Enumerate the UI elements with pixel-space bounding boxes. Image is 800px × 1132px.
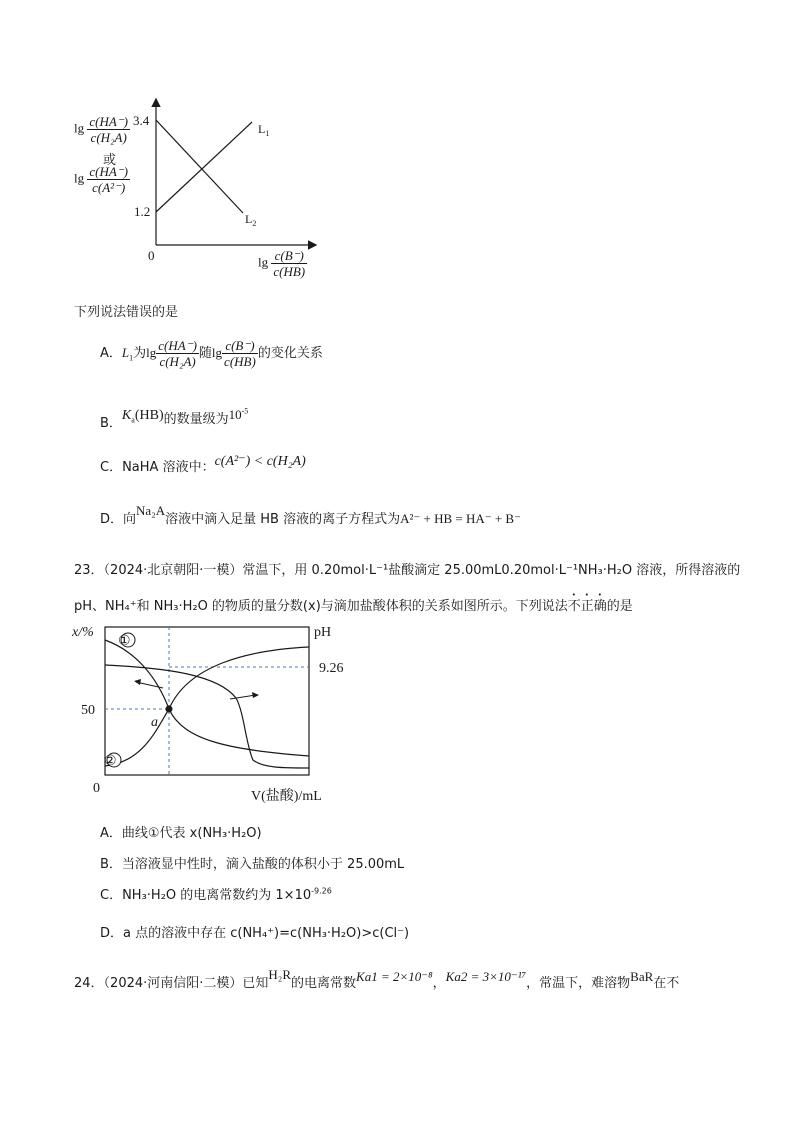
formula: BaR [630,969,654,984]
question-text: 的是 [606,599,633,614]
curve-1-label: ① [118,634,131,649]
origin-label: 0 [93,781,100,796]
text: 已知 [242,976,269,991]
q22-option-d [100,503,521,527]
y-axis-label: x/% [72,625,94,640]
subscript: a [131,415,135,425]
fig1-y-label-1 [74,114,130,145]
numerator: c(B⁻) [271,248,307,264]
numerator: c(HA⁻) [158,338,197,353]
symbol-l: L [121,345,130,360]
formula: c(A²⁻) < c(H₂A) [214,454,306,469]
q23-option-c [100,884,332,903]
numerator: c(HA⁻) [89,164,128,179]
lg-text: lg [146,345,157,360]
line-l1-label: $L_1$ [258,122,270,138]
figure-2-chart [68,620,368,810]
q23-line-2 [74,591,633,614]
emphasized-text: 不正确 [567,599,607,614]
fraction-2 [222,338,258,369]
text: NaHA 溶液中： [122,460,215,475]
option-letter: A． [100,346,122,361]
q22-option-c [100,456,306,476]
question-number: 24． [74,976,104,991]
y-tick-bottom: 1.2 [134,204,151,219]
ka1-formula: Ka1 = 2×10⁻⁸ [356,969,433,984]
q24-line-1 [74,967,680,991]
fraction [87,114,130,145]
curve-2 [105,647,309,766]
fraction [87,164,130,195]
numerator: c(HA⁻) [89,114,128,129]
arrow-right-head [252,692,259,698]
origin-label: 0 [148,248,155,263]
denominator: c(HB) [224,354,256,369]
option-letter: C． [100,460,123,475]
exponent: -9.26 [311,886,332,896]
ph-tick-label: 9.26 [319,661,344,676]
question-text: pH、NH₄⁺和 NH₃·H₂O 的物质的量分数(x)与滴加盐酸体积的关系如图所示。下列说法 [74,599,568,614]
formula: H₂R [268,967,292,982]
ph-curve [105,665,309,768]
arrow-left-head [134,679,141,685]
q23-option-a: A．曲线①代表 x(NH₃·H₂O) [100,826,262,841]
option-text: C．NH₃·H₂O 的电离常数约为 1×10 [100,888,312,903]
lg-text: lg [74,120,85,136]
y-tick-top: 3.4 [133,113,150,128]
formula: Na₂A [136,503,166,518]
y-tick-50: 50 [81,703,95,718]
ka2-formula: Ka2 = 3×10⁻¹⁷ [445,969,527,984]
y-right-label: pH [314,625,332,640]
q23-option-b: B．当溶液显中性时，滴入盐酸的体积小于 25.00mL [100,857,405,872]
point-a [166,706,173,713]
lg-text: lg [74,170,85,186]
symbol-k: K [121,408,132,423]
power-base: 10 [228,407,242,422]
argument: (HB) [134,408,164,423]
curve-1 [105,640,309,756]
question-source: （2024·河南信阳·二模） [103,976,243,991]
line-l2-label: $L_2$ [245,212,257,228]
lg-text: lg [211,345,223,360]
denominator: c(A²⁻) [92,180,126,195]
numerator: c(B⁻) [222,338,258,354]
text: ，常温下，难溶物 [526,976,631,991]
fig1-y-label-2 [74,164,130,195]
option-letter: D． [100,512,124,527]
q23-line-1 [74,559,740,578]
x-axis-label: V(盐酸)/mL [251,789,322,804]
q22-option-b [100,404,249,431]
fraction-1 [156,338,199,369]
text: 向 [123,512,137,527]
text: 的变化关系 [257,346,323,361]
option-letter: B． [100,416,122,431]
lg-text: lg [258,254,269,270]
text: 的电离常数 [291,976,357,991]
q22-option-a [100,338,323,369]
text: 在不 [653,976,680,991]
denominator: c(H₂A) [90,130,127,145]
text: 溶液中滴入足量 HB 溶液的离子方程式为 [165,512,401,527]
subscript: 1 [129,353,134,363]
equation: A²⁻ + HB = HA⁻ + B⁻ [400,511,521,526]
curve-2-label: ② [104,754,117,769]
fraction [271,248,307,279]
question-number: 23． [74,563,104,578]
denominator: c(HB) [273,264,306,279]
text: 为 [133,346,147,361]
fig1-y-label-or: 或 [103,153,117,168]
exponent: -5 [241,406,249,416]
point-a-label: a [151,715,158,730]
denominator: c(H₂A) [159,354,196,369]
question-source: （2024·北京朝阳·一模） [103,563,243,578]
question-text: 常温下，用 0.20mol·L⁻¹盐酸滴定 25.00mL0.20mol·L⁻¹NH₃·H₂O 溶液，所得溶液的 [242,563,741,578]
q23-option-d: D．a 点的溶液中存在 c(NH₄⁺)=c(NH₃·H₂O)>c(Cl⁻) [100,926,410,941]
q22-prompt: 下列说法错误的是 [74,305,179,320]
comma: ， [432,976,446,991]
fig1-x-label [258,248,307,279]
text: 的数量级为 [163,412,229,427]
text: 随 [198,346,212,361]
